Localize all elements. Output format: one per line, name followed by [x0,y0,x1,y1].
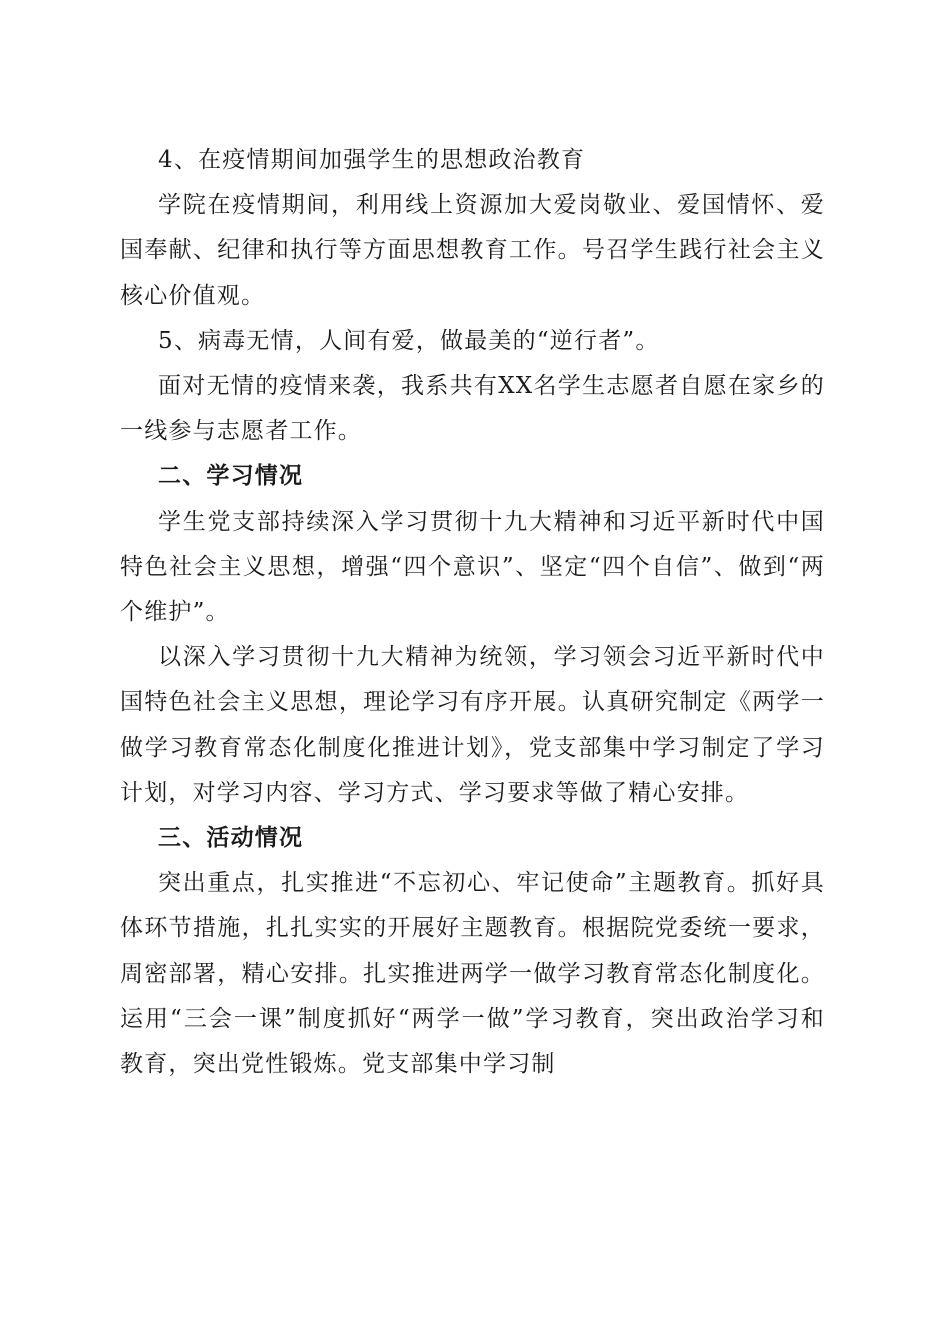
paragraph-volunteers: 面对无情的疫情来袭，我系共有XX名学生志愿者自愿在家乡的一线参与志愿者工作。 [120,373,825,445]
subsection-title-5: 5、病毒无情，人间有爱，做最美的“逆行者”。 [158,327,660,354]
document-body [120,138,825,1087]
paragraph-study-1: 学生党支部持续深入学习贯彻十九大精神和习近平新时代中国特色社会主义思想，增强“四个意识”、坚定“四个自信”、做到“两个维护”。 [120,508,825,626]
paragraph-study-2: 以深入学习贯彻十九大精神为统领，学习领会习近平新时代中国特色社会主义思想，理论学习有序开展。认真研究制定《两学一做学习教育常态化制度化推进计划》，党支部集中学习制定了学习计划，对学习内容、学习方式、学习要求等做了精心安排。 [120,644,825,806]
section-heading-study: 二、学习情况 [158,463,304,490]
subsection-title-4: 4、在疫情期间加强学生的思想政治教育 [158,147,586,173]
section-heading-activities: 三、活动情况 [158,825,304,852]
paragraph-activities: 突出重点，扎实推进“不忘初心、牢记使命”主题教育。抓好具体环节措施，扎扎实实的开展好主题教育。根据院党委统一要求，周密部署，精心安排。扎实推进两学一做学习教育常态化制度化。运用“三会一课”制度抓好“两学一做”学习教育，突出政治学习和教育，突出党性锻炼。党支部集中学习制 [120,870,825,1078]
paragraph-ideological-education: 学院在疫情期间，利用线上资源加大爱岗敬业、爱国情怀、爱国奉献、纪律和执行等方面思想教育工作。号召学生践行社会主义核心价值观。 [120,192,825,309]
